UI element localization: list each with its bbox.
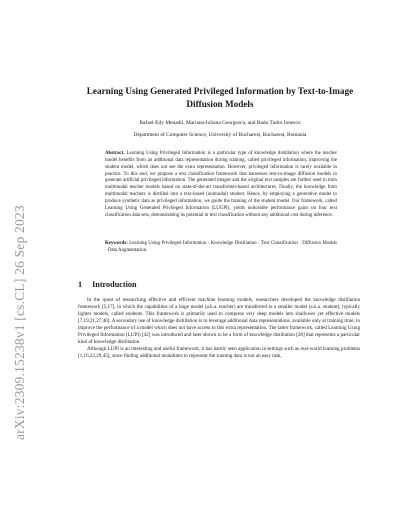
arxiv-identifier: arXiv:2309.15238v1 [cs.CL] 26 Sep 2023 bbox=[12, 205, 27, 440]
keywords bbox=[105, 241, 337, 255]
affiliation: Department of Computer Science, University of Bucharest, Bucharest, Romania bbox=[133, 132, 307, 138]
abstract-label: Abstract. bbox=[105, 151, 125, 156]
section-heading bbox=[78, 280, 137, 290]
paper-title: Learning Using Generated Privileged Information by Text-to-Image Diffusion Models bbox=[86, 86, 354, 109]
keywords-label: Keywords: bbox=[105, 241, 128, 246]
author-list: Rafael-Edy Menadil, Mariana-Iuliana Georgescu, and Radu Tudor Ionescu bbox=[139, 120, 301, 126]
section-title: Introduction bbox=[92, 280, 137, 289]
keywords-text: Learning Using Privileged Information · Knowledge Distillation · Text Classification · Diffusion Models · Data Augmentation. bbox=[105, 241, 337, 253]
body-paragraph: Although LUPI is an interesting and useful framework, it has barely seen application in settings such as real-world learning problems [1,16,22,29,45], since finding additional modalities to represent the training data is not an easy task, bbox=[78, 346, 360, 360]
abstract-text: Learning Using Privileged Information is a particular type of knowledge distillation where the teacher model benefits from an additional data representation during training, called privileged information, improving the student model, which does not see the extra representation. However, privileged information is rarely available in practice. To this end, we propose a text classification framework that harnesses text-to-image diffusion models to generate artificial privileged information. The generated images and the original text samples are further used to train multimodal teacher models based on state-of-the-art transformer-based architectures. Finally, the knowledge from multimodal teachers is distilled into a text-based (unimodal) student. Hence, by employing a generative model to produce synthetic data as privileged information, we guide the training of the student model. Our framework, called Learning Using Generated Privileged Information (LUGPI), yields noticeable performance gains on four text classification data sets, demonstrating its potential in text classification without any additional cost during inference. bbox=[105, 151, 337, 218]
section-number: 1 bbox=[78, 280, 83, 289]
abstract bbox=[105, 151, 337, 219]
body-text bbox=[78, 297, 360, 360]
body-paragraph: In the quest of researching effective and efficient machine learning models, researchers developed the knowledge distillation framework [5,17], in which the capabilities of a large model (a.k.a. teacher) are transferred to a smaller model (a.k.a. student), typically lighter models, called students. This framework is primarily used to compress very deep models into shallower yet effective models [7,19,21,27,40]. A secondary use of knowledge distillation is to leverage additional data representations, available only at training time, to improve the performance of a model which does not have access to this extra representation. The latter framework, called Learning Using Privileged Information (LUPI) [42] was introduced and later shown to be a form of knowledge distillation [28] that represents a particular kind of knowledge distillation. bbox=[78, 297, 360, 346]
